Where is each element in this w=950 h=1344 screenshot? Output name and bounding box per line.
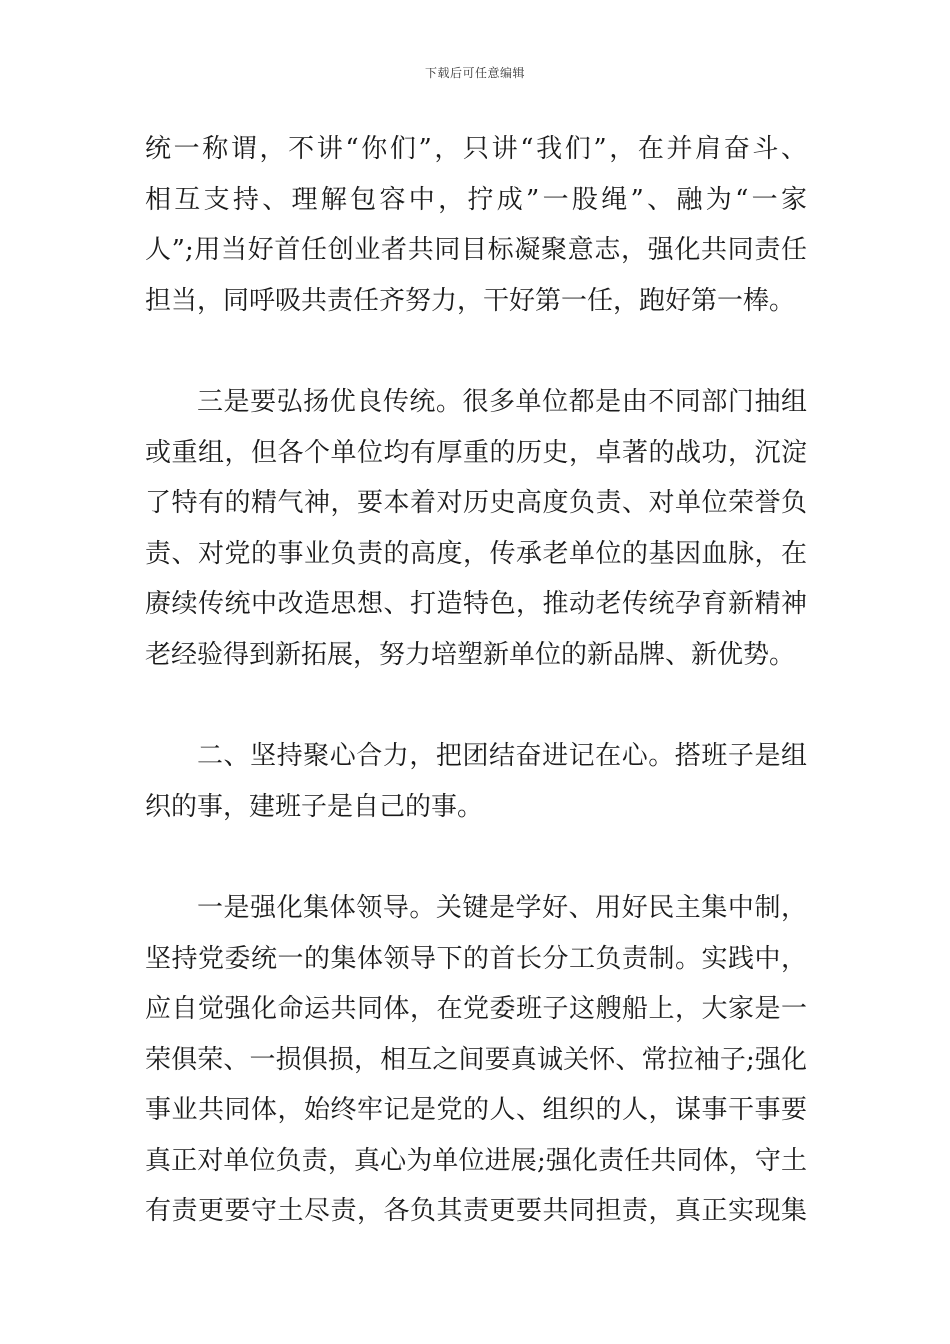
text-line: 统一称谓，不讲“你们”，只讲“我们”，在并肩奋斗、 [145, 134, 807, 164]
text-line: 人”;用当好首任创业者共同目标凝聚意志，强化共同责任 [145, 235, 807, 265]
text-line: 了特有的精气神，要本着对历史高度负责、对单位荣誉负 [145, 488, 807, 518]
paragraph-1 [145, 124, 807, 326]
text-line: 有责更要守土尽责，各负其责更要共同担责，真正实现集 [145, 1196, 807, 1226]
text-line: 三是要弘扬优良传统。很多单位都是由不同部门抽组 [197, 387, 807, 417]
document-body [145, 124, 807, 1237]
text-line: 担当，同呼吸共责任齐努力，干好第一任，跑好第一棒。 [145, 285, 796, 316]
text-line: 相互支持、理解包容中，拧成”一股绳”、融为“一家 [145, 184, 807, 215]
text-line: 真正对单位负责，真心为单位进展;强化责任共同体，守土 [145, 1145, 807, 1176]
text-line: 老经验得到新拓展，努力培塑新单位的新品牌、新优势。 [145, 639, 796, 670]
text-line: 赓续传统中改造思想、打造特色，推动老传统孕育新精神 [145, 589, 807, 619]
text-line: 荣俱荣、一损俱损，相互之间要真诚关怀、常拉袖子;强化 [145, 1044, 807, 1075]
paragraph-3 [145, 731, 807, 832]
page-header: 下载后可任意编辑 [424, 66, 525, 80]
text-line: 一是强化集体领导。关键是学好、用好民主集中制， [197, 893, 807, 923]
paragraph-4 [145, 883, 807, 1237]
text-line: 织的事，建班子是自己的事。 [145, 791, 484, 822]
text-line: 应自觉强化命运共同体，在党委班子这艘船上，大家是一 [145, 994, 807, 1024]
text-line: 或重组，但各个单位均有厚重的历史，卓著的战功，沉淀 [145, 437, 807, 468]
text-line: 坚持党委统一的集体领导下的首长分工负责制。实践中， [145, 943, 807, 974]
paragraph-2 [145, 377, 807, 680]
text-line: 二、坚持聚心合力，把团结奋进记在心。搭班子是组 [197, 741, 807, 771]
text-line: 事业共同体，始终牢记是党的人、组织的人，谋事干事要 [145, 1095, 807, 1125]
text-line: 责、对党的事业负责的高度，传承老单位的基因血脉，在 [145, 538, 807, 569]
